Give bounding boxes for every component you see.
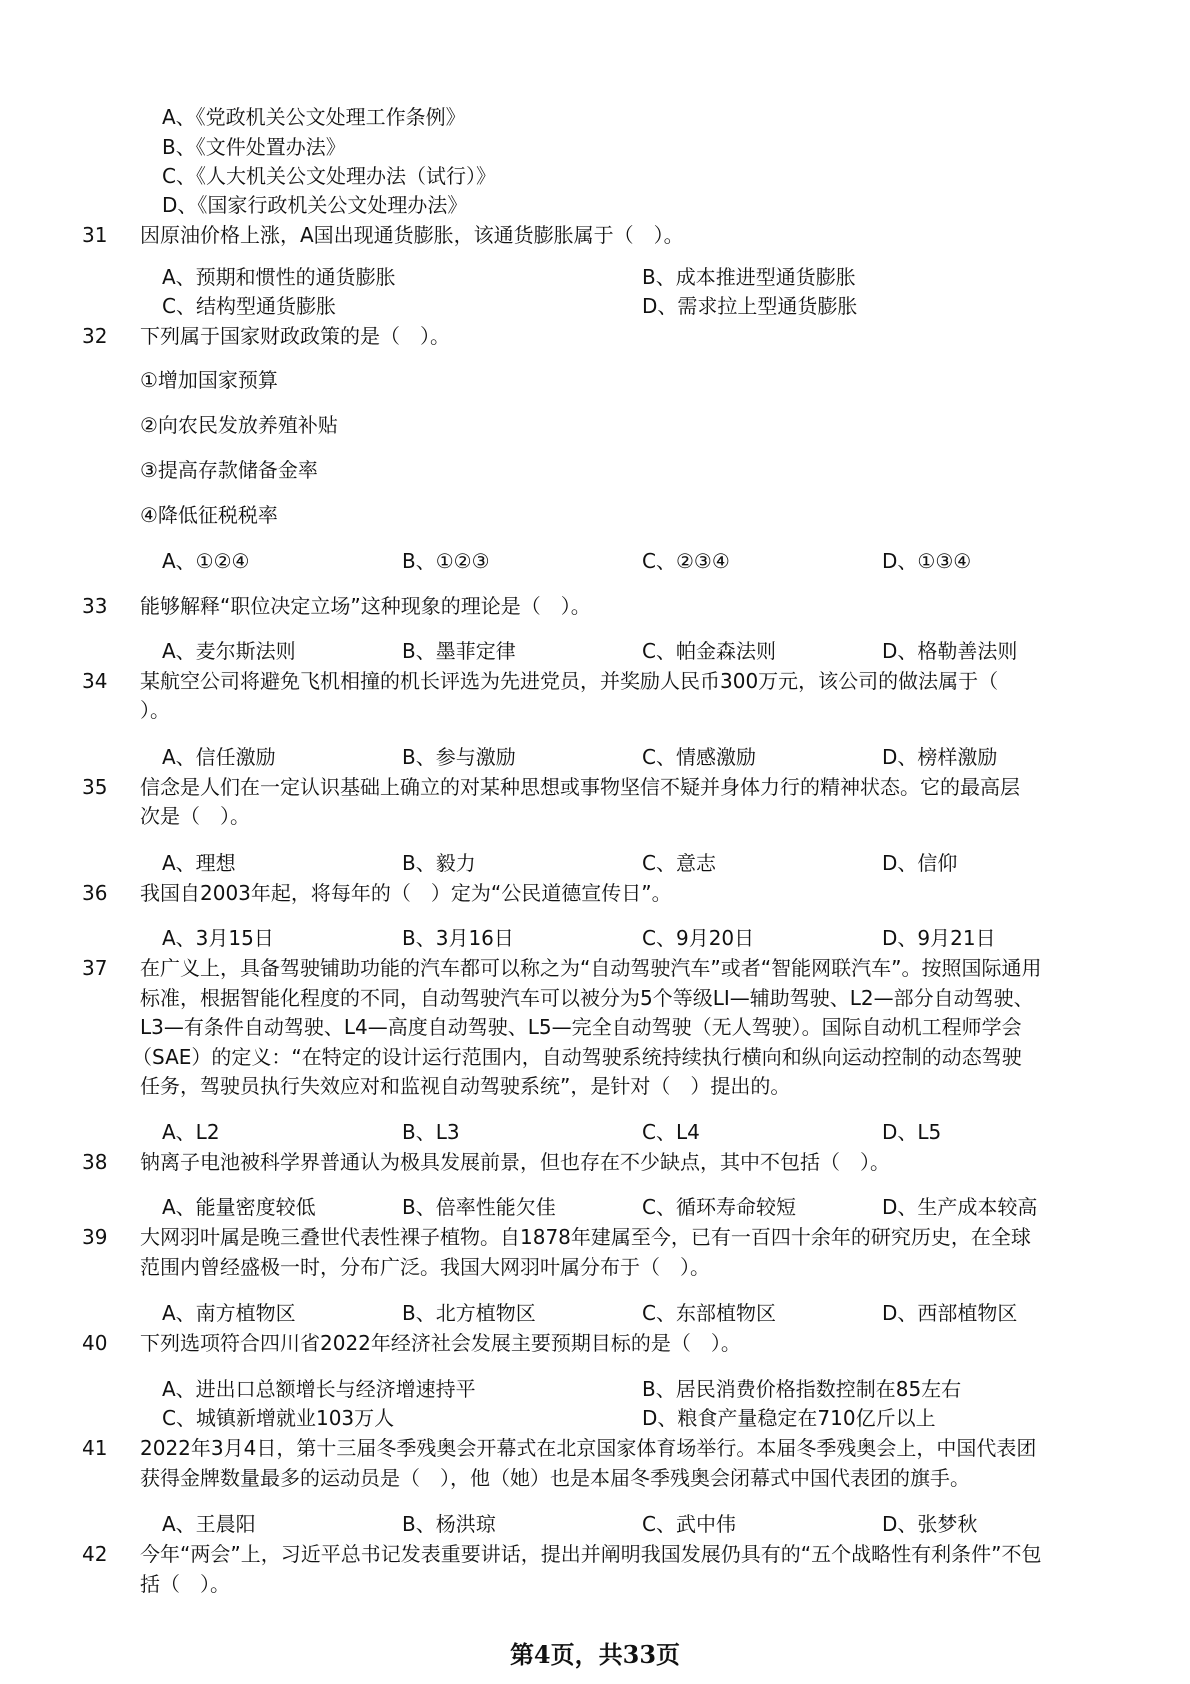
statement-item: ④降低征税税率 xyxy=(140,503,278,527)
q30-option-c: C、《人大机关公文处理办法（试行）》 xyxy=(162,164,496,188)
option-b: B、倍率性能欠佳 xyxy=(402,1195,556,1219)
option-a: A、王晨阳 xyxy=(162,1512,256,1536)
option-a: A、信任激励 xyxy=(162,745,276,769)
q30-option-d: D、《国家行政机关公文处理办法》 xyxy=(162,193,468,217)
option-a: A、理想 xyxy=(162,851,236,875)
question-number: 38 xyxy=(82,1150,108,1174)
option-b: B、3月16日 xyxy=(402,926,514,950)
option-c: C、结构型通货膨胀 xyxy=(162,294,336,318)
option-c: C、②③④ xyxy=(642,549,730,573)
question-stem-cont: L3—有条件自动驾驶、L4—高度自动驾驶、L5—完全自动驾驶（无人驾驶）。国际自动机工程师学会 xyxy=(140,1015,1022,1039)
question-stem: 某航空公司将避免飞机相撞的机长评选为先进党员，并奖励人民币300万元，该公司的做法属于（ xyxy=(140,669,999,693)
statement-item: ②向农民发放养殖补贴 xyxy=(140,413,338,437)
option-c: C、东部植物区 xyxy=(642,1301,776,1325)
option-a: A、L2 xyxy=(162,1120,220,1144)
question-stem: 在广义上，具备驾驶铺助功能的汽车都可以称之为“自动驾驶汽车”或者“智能网联汽车”。按照国际通用 xyxy=(140,956,1042,980)
option-d: D、生产成本较高 xyxy=(882,1195,1038,1219)
question-stem-cont: 括（ ）。 xyxy=(140,1572,230,1596)
question-number: 35 xyxy=(82,775,108,799)
option-b: B、①②③ xyxy=(402,549,490,573)
question-stem-cont: 范围内曾经盛极一时，分布广泛。我国大网羽叶属分布于（ ）。 xyxy=(140,1255,710,1279)
option-c: C、帕金森法则 xyxy=(642,639,776,663)
question-stem-cont: 获得金牌数量最多的运动员是（ ），他（她）也是本届冬季残奥会闭幕式中国代表团的旗手。 xyxy=(140,1466,970,1490)
option-a: A、进出口总额增长与经济增速持平 xyxy=(162,1377,476,1401)
option-d: D、9月21日 xyxy=(882,926,996,950)
option-a: A、3月15日 xyxy=(162,926,274,950)
option-c: C、意志 xyxy=(642,851,716,875)
option-b: B、成本推进型通货膨胀 xyxy=(642,265,856,289)
question-stem: 因原油价格上涨，A国出现通货膨胀，该通货膨胀属于（ ）。 xyxy=(140,223,684,247)
question-number: 37 xyxy=(82,956,108,980)
option-a: A、能量密度较低 xyxy=(162,1195,316,1219)
question-number: 32 xyxy=(82,324,108,348)
question-stem-cont: （SAE）的定义：“在特定的设计运行范围内，自动驾驶系统持续执行横向和纵向运动控制的动态驾驶 xyxy=(132,1045,1022,1069)
question-stem: 大网羽叶属是晚三叠世代表性裸子植物。自1878年建属至今，已有一百四十余年的研究历史，在全球 xyxy=(140,1225,1031,1249)
option-b: B、参与激励 xyxy=(402,745,516,769)
q30-option-b: B、《文件处置办法》 xyxy=(162,135,346,159)
option-d: D、①③④ xyxy=(882,549,972,573)
statement-item: ③提高存款储备金率 xyxy=(140,458,318,482)
option-d: D、粮食产量稳定在710亿斤以上 xyxy=(642,1406,936,1430)
option-d: D、需求拉上型通货膨胀 xyxy=(642,294,858,318)
option-d: D、西部植物区 xyxy=(882,1301,1018,1325)
option-c: C、L4 xyxy=(642,1120,700,1144)
option-c: C、武中伟 xyxy=(642,1512,736,1536)
option-d: D、信仰 xyxy=(882,851,958,875)
option-c: C、城镇新增就业103万人 xyxy=(162,1406,395,1430)
option-a: A、预期和惯性的通货膨胀 xyxy=(162,265,396,289)
question-number: 33 xyxy=(82,594,108,618)
question-number: 41 xyxy=(82,1436,108,1460)
option-b: B、杨洪琼 xyxy=(402,1512,496,1536)
option-a: A、①②④ xyxy=(162,549,250,573)
option-a: A、麦尔斯法则 xyxy=(162,639,296,663)
option-b: B、墨菲定律 xyxy=(402,639,516,663)
question-stem-cont: 标准，根据智能化程度的不同，自动驾驶汽车可以被分为5个等级LI—辅助驾驶、L2—部分自动驾驶、 xyxy=(140,986,1034,1010)
option-b: B、L3 xyxy=(402,1120,460,1144)
question-stem-cont: 任务，驾驶员执行失效应对和监视自动驾驶系统”，是针对（ ）提出的。 xyxy=(140,1074,791,1098)
question-number: 40 xyxy=(82,1331,108,1355)
question-number: 42 xyxy=(82,1542,108,1566)
option-d: D、格勒善法则 xyxy=(882,639,1018,663)
option-d: D、榜样激励 xyxy=(882,745,998,769)
option-d: D、张梦秋 xyxy=(882,1512,978,1536)
question-stem: 今年“两会”上，习近平总书记发表重要讲话，提出并阐明我国发展仍具有的“五个战略性有利条件”不包 xyxy=(140,1542,1042,1566)
option-d: D、L5 xyxy=(882,1120,942,1144)
option-a: A、南方植物区 xyxy=(162,1301,296,1325)
statement-item: ①增加国家预算 xyxy=(140,368,278,392)
option-b: B、居民消费价格指数控制在85左右 xyxy=(642,1377,962,1401)
question-number: 34 xyxy=(82,669,108,693)
question-stem: 能够解释“职位决定立场”这种现象的理论是（ ）。 xyxy=(140,594,591,618)
q30-option-a: A、《党政机关公文处理工作条例》 xyxy=(162,105,466,129)
question-stem: 钠离子电池被科学界普通认为极具发展前景，但也存在不少缺点，其中不包括（ ）。 xyxy=(140,1150,890,1174)
question-stem: 我国自2003年起，将每年的（ ）定为“公民道德宣传日”。 xyxy=(140,881,672,905)
question-stem: 下列属于国家财政政策的是（ ）。 xyxy=(140,324,450,348)
question-stem-cont: 次是（ ）。 xyxy=(140,804,250,828)
question-stem: 信念是人们在一定认识基础上确立的对某种思想或事物坚信不疑并身体力行的精神状态。它的最高层 xyxy=(140,775,1020,799)
question-number: 36 xyxy=(82,881,108,905)
option-c: C、情感激励 xyxy=(642,745,756,769)
question-stem: 2022年3月4日，第十三届冬季残奥会开幕式在北京国家体育场举行。本届冬季残奥会上，中国代表团 xyxy=(140,1436,1037,1460)
option-c: C、9月20日 xyxy=(642,926,755,950)
question-number: 31 xyxy=(82,223,108,247)
option-b: B、毅力 xyxy=(402,851,476,875)
option-b: B、北方植物区 xyxy=(402,1301,536,1325)
option-c: C、循环寿命较短 xyxy=(642,1195,796,1219)
page-footer: 第4页，共33页 xyxy=(509,1640,681,1669)
question-number: 39 xyxy=(82,1225,108,1249)
question-stem-cont: ）。 xyxy=(140,698,170,722)
question-stem: 下列选项符合四川省2022年经济社会发展主要预期目标的是（ ）。 xyxy=(140,1331,741,1355)
